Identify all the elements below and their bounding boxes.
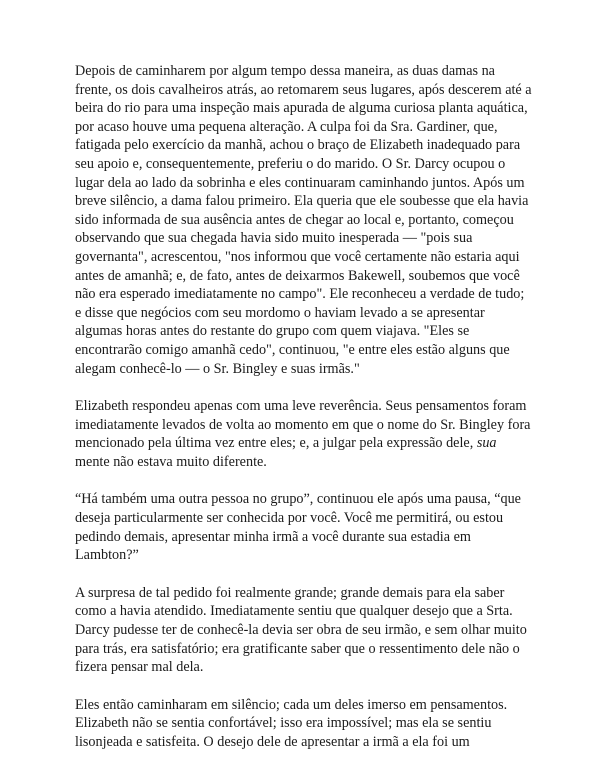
- paragraph-2: [75, 397, 533, 471]
- body-text: [75, 62, 533, 771]
- paragraph-5: Eles então caminharam em silêncio; cada um deles imerso em pensamentos. Elizabeth não se sentia confortável; isso era impossível; mas ela se sentiu lisonjeada e satisfeita. O desejo dele de apresentar a irmã a ela foi um: [75, 696, 508, 750]
- paragraph-1: Depois de caminharem por algum tempo dessa maneira, as duas damas na frente, os dois cavalheiros atrás, ao retomarem seus lugares, após descerem até a beira do rio para uma inspeção mais apurada de alguma curiosa planta aquática, por acaso houve uma pequena alteração. A culpa foi da Sra. Gardiner, que, fatigada pelo exercício da manhã, achou o braço de Elizabeth inadequado para seu apoio e, consequentemente, preferiu o do marido. O Sr. Darcy ocupou o lugar dela ao lado da sobrinha e eles continuaram caminhando juntos. Após um breve silêncio, a dama falou primeiro. Ela queria que ele soubesse que ela havia sido informada de sua ausência antes de chegar ao local e, portanto, começou observando que sua chegada havia sido muito inesperada — "pois sua governanta", acrescentou, "nos informou que você certamente não estaria aqui antes de amanhã; e, de fato, antes de deixarmos Bakewell, soubemos que você não era esperado imediatamente no campo". Ele reconheceu a verdade de tudo; e disse que negócios com seu mordomo o haviam levado a se apresentar algumas horas antes do restante do grupo com quem viajava. "Eles se encontrarão comigo amanhã cedo", continuou, "e entre eles estão alguns que alegam conhecê-lo — o Sr. Bingley e suas irmãs.": [75, 63, 532, 377]
- paragraph-2-text-before: Elizabeth respondeu apenas com uma leve reverência. Seus pensamentos foram imediatamente levados de volta ao momento em que o nome do Sr. Bingley fora mencionado pela última vez entre eles; e, a julgar pela expressão dele,: [75, 398, 531, 452]
- paragraph-2-emphasis: sua: [476, 435, 497, 452]
- paragraph-4: A surpresa de tal pedido foi realmente grande; grande demais para ela saber como a havia atendido. Imediatamente sentiu que qualquer desejo que a Srta. Darcy pudesse ter de conhecê-la devia ser obra de seu irmão, e sem olhar muito para trás, era satisfatório; era gratificante saber que o ressentimento dele não o fizera pensar mal dela.: [75, 584, 527, 676]
- paragraph-2-text-after: mente não estava muito diferente.: [75, 453, 267, 470]
- paragraph-3: “Há também uma outra pessoa no grupo”, continuou ele após uma pausa, “que deseja particularmente ser conhecida por você. Você me permitirá, ou estou pedindo demais, apresentar minha irmã a você durante sua estadia em Lambton?”: [75, 491, 521, 564]
